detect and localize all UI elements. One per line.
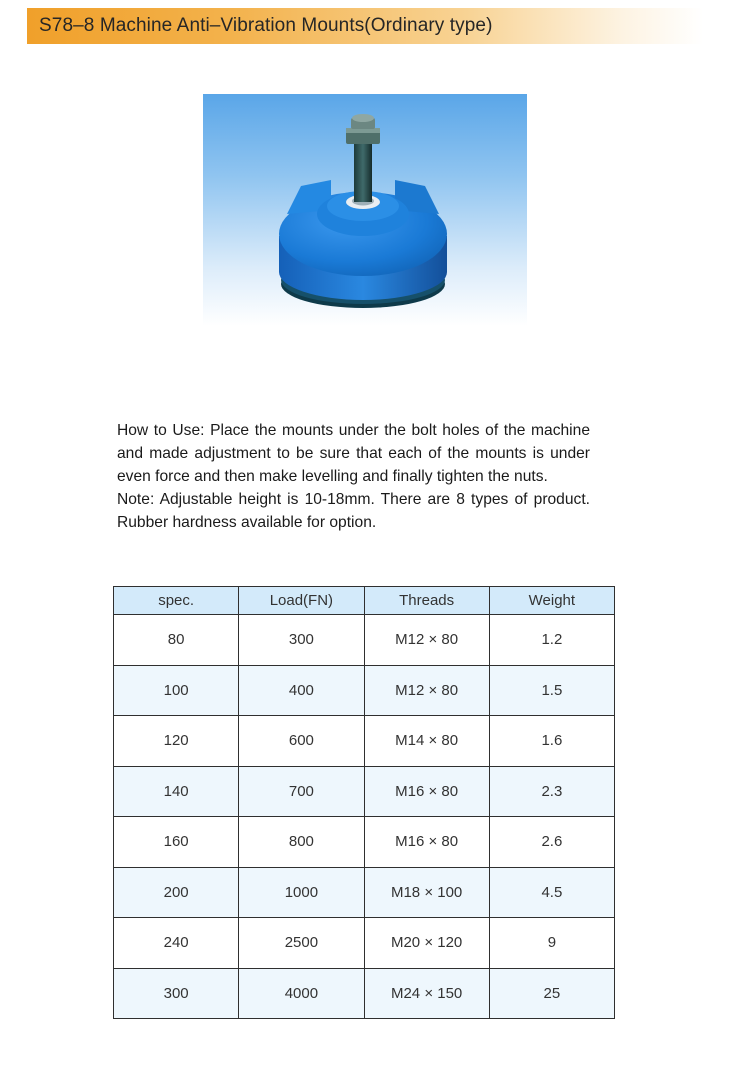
how-to-use-text: How to Use: Place the mounts under the bolt holes of the machine and made adjustment to be sure that each of the mounts is under even force and then make levelling and finally tighten the nuts. (117, 422, 590, 485)
cell-load: 700 (239, 766, 364, 817)
cell-load: 600 (239, 716, 364, 767)
cell-spec: 100 (114, 665, 239, 716)
header-threads: Threads (364, 587, 489, 615)
header-load: Load(FN) (239, 587, 364, 615)
header-weight: Weight (489, 587, 614, 615)
page-title: S78–8 Machine Anti–Vibration Mounts(Ordinary type) (39, 15, 493, 36)
cell-spec: 200 (114, 867, 239, 918)
cell-threads: M14 × 80 (364, 716, 489, 767)
cell-threads: M16 × 80 (364, 766, 489, 817)
cell-threads: M18 × 100 (364, 867, 489, 918)
product-image (203, 94, 527, 326)
cell-weight: 1.5 (489, 665, 614, 716)
cell-load: 400 (239, 665, 364, 716)
cell-spec: 80 (114, 615, 239, 666)
cell-weight: 4.5 (489, 867, 614, 918)
table-row (114, 665, 615, 716)
cell-threads: M20 × 120 (364, 918, 489, 969)
header-spec: spec. (114, 587, 239, 615)
table-row (114, 918, 615, 969)
table-row (114, 716, 615, 767)
cell-threads: M16 × 80 (364, 817, 489, 868)
anti-vibration-mount-illustration (203, 94, 527, 326)
table-row (114, 817, 615, 868)
cell-load: 4000 (239, 968, 364, 1019)
table-row (114, 766, 615, 817)
note-text: Note: Adjustable height is 10-18mm. There are 8 types of product. Rubber hardness available for option. (117, 491, 590, 531)
cell-weight: 2.6 (489, 817, 614, 868)
table-row (114, 867, 615, 918)
cell-weight: 1.2 (489, 615, 614, 666)
cell-weight: 1.6 (489, 716, 614, 767)
cell-load: 800 (239, 817, 364, 868)
usage-description (117, 419, 590, 547)
cell-load: 1000 (239, 867, 364, 918)
table-header-row (114, 587, 615, 615)
spec-table (113, 586, 615, 1019)
cell-spec: 240 (114, 918, 239, 969)
table-row (114, 968, 615, 1019)
cell-threads: M24 × 150 (364, 968, 489, 1019)
cell-spec: 140 (114, 766, 239, 817)
cell-threads: M12 × 80 (364, 615, 489, 666)
cell-weight: 25 (489, 968, 614, 1019)
cell-load: 300 (239, 615, 364, 666)
cell-load: 2500 (239, 918, 364, 969)
cell-threads: M12 × 80 (364, 665, 489, 716)
cell-spec: 160 (114, 817, 239, 868)
table-row (114, 615, 615, 666)
cell-spec: 120 (114, 716, 239, 767)
cell-weight: 9 (489, 918, 614, 969)
title-bar (27, 8, 703, 44)
cell-spec: 300 (114, 968, 239, 1019)
cell-weight: 2.3 (489, 766, 614, 817)
